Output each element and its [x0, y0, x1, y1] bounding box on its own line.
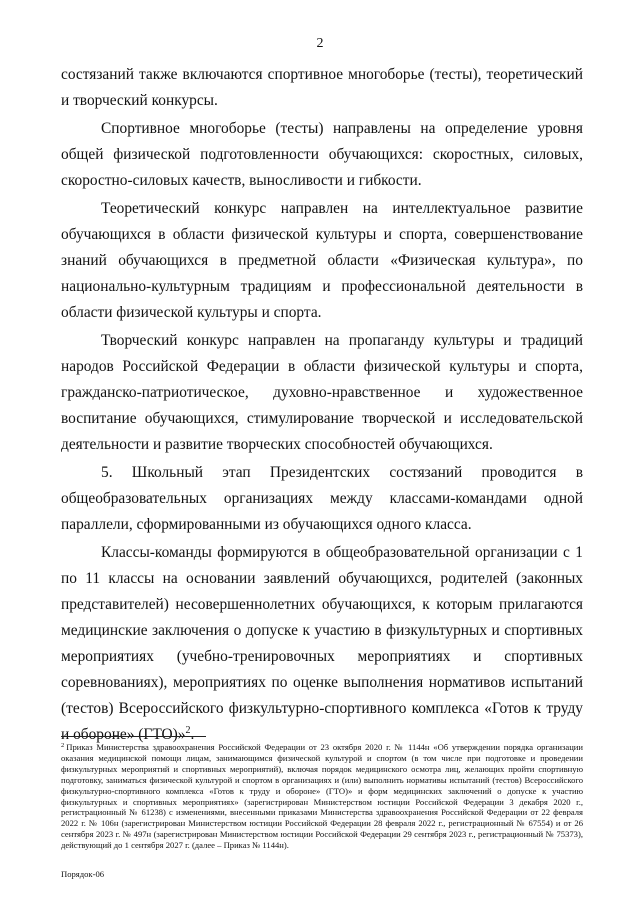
paragraph-3: Теоретический конкурс направлен на интеллектуальное развитие обучающихся в области физической культуры и спорта, совершенствование знаний обучающихся в предметной области «Физическая культура», по национально-культурным традициям и профессиональной деятельности в области физической культуры и спорта. [61, 200, 583, 321]
footnote-marker: 2 [61, 742, 65, 749]
paragraph-6 [61, 540, 583, 748]
footnote-reference[interactable]: 2 [185, 724, 191, 736]
paragraph-2: Спортивное многоборье (тесты) направлены на определение уровня общей физической подготовленности обучающихся: скоростных, силовых, скоростно-силовых качеств, выносливости и гибкости. [61, 120, 583, 189]
page-number: 2 [316, 36, 324, 51]
paragraph-5: 5. Школьный этап Президентских состязаний проводится в общеобразовательных организациях между классами-командами одной параллели, сформированными из обучающихся одного класса. [61, 464, 583, 533]
paragraph-1: состязаний также включаются спортивное многоборье (тесты), теоретический и творческий конкурсы. [61, 66, 583, 109]
footnote [61, 742, 583, 851]
paragraph-6-end: . [190, 726, 195, 743]
paragraph-4: Творческий конкурс направлен на пропаганду культуры и традиций народов Российской Федерации в области физической культуры и спорта, гражданско-патриотическое, духовно-нравственное и художественное воспитание обучающихся, стимулирование творческой и исследовательской деятельности и развитие творческих способностей обучающихся. [61, 332, 583, 453]
document-body [61, 62, 583, 748]
document-id: Порядок-06 [61, 869, 105, 879]
footnote-separator [61, 736, 206, 737]
footnote-text: Приказ Министерства здравоохранения Российской Федерации от 23 октября 2020 г. № 1144н «Об утверждении порядка организации оказания медицинской помощи лицам, занимающимся физической культурой и спортом (в том числе при подготовке и проведении физкультурных мероприятий и спортивных мероприятий), включая порядок медицинского осмотра лиц, желающих пройти спортивную подготовку, заниматься физической культурой и спортом в организациях и (или) выполнить нормативы испытаний (тестов) Всероссийского физкультурно-спортивного комплекса «Готов к труду и обороне» (ГТО)» и форм медицинских заключений о допуске к участию физкультурных и спортивных мероприятиях» (зарегистрирован Министерством юстиции Российской Федерации 3 декабря 2020 г., регистрационный № 61238) с изменениями, внесенными приказами Министерства здравоохранения Российской Федерации от 22 февраля 2022 г. № 106н (зарегистрирован Министерством юстиции Российской Федерации 28 февраля 2022 г., регистрационный № 67554) и от 26 сентября 2023 г. № 497н (зарегистрирован Министерством юстиции Российской Федерации 29 сентября 2023 г., регистрационный № 75373), действующий до 1 сентября 2027 г. (далее – Приказ № 1144н). [61, 742, 583, 851]
paragraph-6-text: Классы-команды формируются в общеобразовательной организации с 1 по 11 классы на основании заявлений обучающихся, родителей (законных представителей) несовершеннолетних обучающихся, к которым прилагаются медицинские заключения о допуске к участию в физкультурных и спортивных мероприятиях (учебно-тренировочных мероприятиях и спортивных соревнованиях), мероприятиях по оценке выполнения нормативов испытаний (тестов) Всероссийского физкультурно-спортивного комплекса «Готов к труду и обороне» (ГТО)» [61, 544, 583, 743]
